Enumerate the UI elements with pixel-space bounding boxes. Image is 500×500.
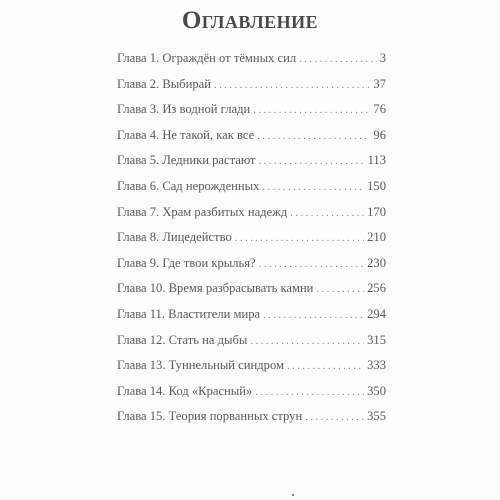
toc-entry-label: Глава 3. Из водной глади [117,102,251,117]
toc-entry [117,358,386,384]
toc-entry-label: Глава 11. Властители мира [117,306,261,321]
toc-entry-label: Глава 12. Стать на дыбы [117,332,248,347]
toc-entry [117,230,386,256]
toc-entry [117,102,386,128]
toc-entry [117,153,386,179]
toc-entry-label: Глава 7. Храм разбитых надежд [117,204,288,219]
dot-leader [257,130,370,142]
toc-entry-label: Глава 8. Лицедейство [117,230,232,245]
dot-leader [255,386,364,398]
dot-leader [259,258,364,270]
dot-leader [235,232,364,244]
dot-leader [259,155,365,167]
dot-leader [290,207,364,219]
page-mark [292,494,294,496]
toc-entry-page: 350 [367,383,386,398]
toc-entry [117,77,386,103]
toc-entry-label: Глава 13. Туннельный синдром [117,358,284,373]
dot-leader [287,360,364,372]
dot-leader [305,411,364,423]
toc-entry-page: 96 [373,127,386,142]
toc-entry-page: 37 [373,76,386,91]
toc-entry-page: 210 [367,230,386,245]
toc-entry-label: Глава 9. Где твои крылья? [117,255,256,270]
toc-entry [117,128,386,154]
table-of-contents [117,51,386,435]
toc-entry [117,307,386,333]
toc-entry-page: 76 [373,102,386,117]
page-title: Оглавление [181,7,319,34]
toc-entry-page: 294 [367,306,386,321]
toc-entry-label: Глава 2. Выбирай [117,76,211,91]
toc-entry [117,179,386,205]
toc-entry [117,281,386,307]
toc-entry [117,384,386,410]
toc-entry [117,333,386,359]
dot-leader [262,181,364,193]
dot-leader [253,104,370,116]
dot-leader [250,335,364,347]
toc-entry-label: Глава 15. Теория порванных струн [117,409,303,424]
toc-entry-page: 256 [367,281,386,296]
dot-leader [263,309,364,321]
dot-leader [316,283,364,295]
toc-entry-label: Глава 6. Сад нерожденных [117,178,260,193]
toc-entry-page: 315 [367,332,386,347]
dot-leader [299,53,377,65]
toc-entry-page: 113 [367,153,386,168]
toc-entry-page: 3 [379,51,386,65]
toc-entry [117,205,386,231]
toc-entry-page: 170 [367,204,386,219]
toc-entry-label: Глава 10. Время разбрасывать камни [117,281,314,296]
toc-entry-label: Глава 1. Ограждён от тёмных сил [117,51,297,65]
dot-leader [214,79,370,91]
toc-entry-label: Глава 4. Не такой, как все [117,127,255,142]
toc-entry-page: 333 [367,358,386,373]
toc-entry [117,51,386,77]
toc-entry [117,256,386,282]
toc-entry-page: 230 [367,255,386,270]
toc-entry [117,409,386,435]
toc-entry-page: 355 [367,409,386,424]
toc-entry-label: Глава 14. Код «Красный» [117,383,253,398]
toc-entry-page: 150 [367,178,386,193]
toc-entry-label: Глава 5. Ледники растают [117,153,256,168]
